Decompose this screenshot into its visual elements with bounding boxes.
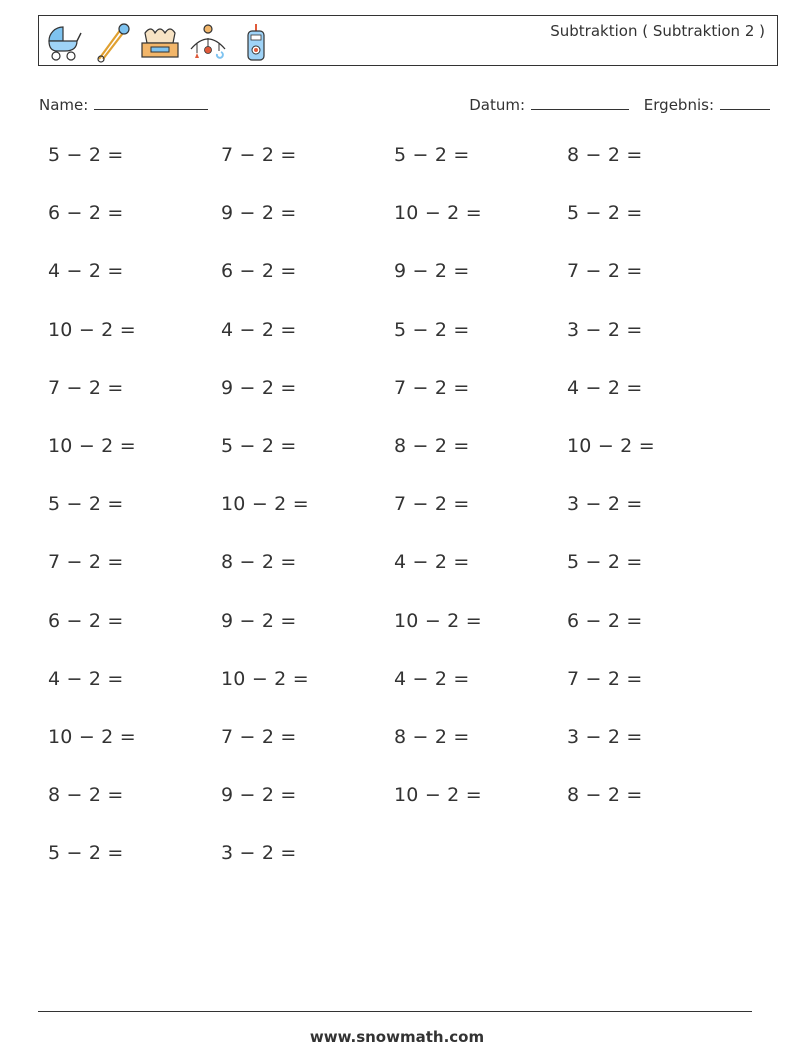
problem-item: 10 − 2 = bbox=[567, 434, 655, 457]
problem-item: 5 − 2 = bbox=[48, 493, 124, 516]
baby-monitor-icon bbox=[235, 21, 277, 63]
problem-item: 7 − 2 = bbox=[48, 376, 124, 399]
problem-row bbox=[48, 842, 748, 900]
problem-item: 5 − 2 = bbox=[221, 434, 297, 457]
problem-item: 4 − 2 = bbox=[48, 667, 124, 690]
problem-item: 8 − 2 = bbox=[394, 434, 470, 457]
problem-item: 5 − 2 = bbox=[48, 842, 124, 865]
footer-site: www.snowmath.com bbox=[309, 1028, 485, 1046]
problem-item: 10 − 2 = bbox=[394, 202, 482, 225]
problem-item: 10 − 2 = bbox=[48, 434, 136, 457]
problem-item: 8 − 2 = bbox=[567, 784, 643, 807]
problem-row bbox=[48, 493, 748, 551]
problem-item: 7 − 2 = bbox=[221, 725, 297, 748]
tissue-box-icon bbox=[139, 21, 181, 63]
problem-row bbox=[48, 551, 748, 609]
problem-row bbox=[48, 377, 748, 435]
header-icons bbox=[43, 20, 277, 64]
problem-item: 4 − 2 = bbox=[394, 551, 470, 574]
problem-item: 10 − 2 = bbox=[48, 725, 136, 748]
baby-stroller-icon bbox=[43, 21, 85, 63]
safety-pin-icon bbox=[91, 21, 133, 63]
problem-item: 9 − 2 = bbox=[394, 260, 470, 283]
problem-item: 8 − 2 = bbox=[48, 784, 124, 807]
problem-row bbox=[48, 668, 748, 726]
problem-row bbox=[48, 202, 748, 260]
name-field bbox=[39, 94, 208, 114]
problem-row bbox=[48, 726, 748, 784]
problem-row bbox=[48, 435, 748, 493]
problem-row bbox=[48, 260, 748, 318]
problem-item: 3 − 2 = bbox=[567, 318, 643, 341]
problem-item: 4 − 2 = bbox=[567, 376, 643, 399]
problem-item: 10 − 2 = bbox=[221, 493, 309, 516]
date-result-fields bbox=[469, 94, 770, 114]
baby-mobile-icon bbox=[187, 21, 229, 63]
problem-item: 3 − 2 = bbox=[221, 842, 297, 865]
footer-divider bbox=[38, 1011, 752, 1012]
problem-row bbox=[48, 144, 748, 202]
problem-item: 9 − 2 = bbox=[221, 202, 297, 225]
problem-row bbox=[48, 319, 748, 377]
problem-item: 4 − 2 = bbox=[221, 318, 297, 341]
problem-item: 5 − 2 = bbox=[48, 144, 124, 166]
problem-item: 7 − 2 = bbox=[567, 667, 643, 690]
problem-row bbox=[48, 610, 748, 668]
problem-item: 10 − 2 = bbox=[221, 667, 309, 690]
problem-item: 8 − 2 = bbox=[221, 551, 297, 574]
problem-item: 5 − 2 = bbox=[394, 318, 470, 341]
problem-item: 8 − 2 = bbox=[394, 725, 470, 748]
worksheet-header bbox=[38, 15, 778, 66]
problem-item: 7 − 2 = bbox=[567, 260, 643, 283]
problem-item: 7 − 2 = bbox=[48, 551, 124, 574]
date-blank[interactable] bbox=[531, 94, 629, 110]
worksheet-title: Subtraktion ( Subtraktion 2 ) bbox=[550, 22, 765, 40]
problem-item: 6 − 2 = bbox=[48, 202, 124, 225]
date-label: Datum: bbox=[469, 96, 526, 114]
problem-item: 6 − 2 = bbox=[567, 609, 643, 632]
problem-item: 7 − 2 = bbox=[394, 376, 470, 399]
problem-item: 8 − 2 = bbox=[567, 144, 643, 166]
problem-item: 7 − 2 = bbox=[394, 493, 470, 516]
problem-item: 4 − 2 = bbox=[48, 260, 124, 283]
problem-item: 7 − 2 = bbox=[221, 144, 297, 166]
problem-item: 10 − 2 = bbox=[394, 609, 482, 632]
problem-item: 10 − 2 = bbox=[394, 784, 482, 807]
problem-grid bbox=[48, 144, 748, 900]
problem-item: 9 − 2 = bbox=[221, 376, 297, 399]
problem-item: 3 − 2 = bbox=[567, 493, 643, 516]
problem-item: 9 − 2 = bbox=[221, 784, 297, 807]
problem-item: 10 − 2 = bbox=[48, 318, 136, 341]
problem-item: 4 − 2 = bbox=[394, 667, 470, 690]
name-blank[interactable] bbox=[94, 94, 208, 110]
problem-item: 5 − 2 = bbox=[394, 144, 470, 166]
result-label: Ergebnis: bbox=[643, 96, 714, 114]
problem-item: 9 − 2 = bbox=[221, 609, 297, 632]
problem-item: 5 − 2 = bbox=[567, 202, 643, 225]
name-label: Name: bbox=[39, 96, 89, 114]
problem-item: 3 − 2 = bbox=[567, 725, 643, 748]
problem-item: 6 − 2 = bbox=[48, 609, 124, 632]
problem-item: 5 − 2 = bbox=[567, 551, 643, 574]
problem-row bbox=[48, 784, 748, 842]
problem-item: 6 − 2 = bbox=[221, 260, 297, 283]
result-blank[interactable] bbox=[720, 94, 770, 110]
